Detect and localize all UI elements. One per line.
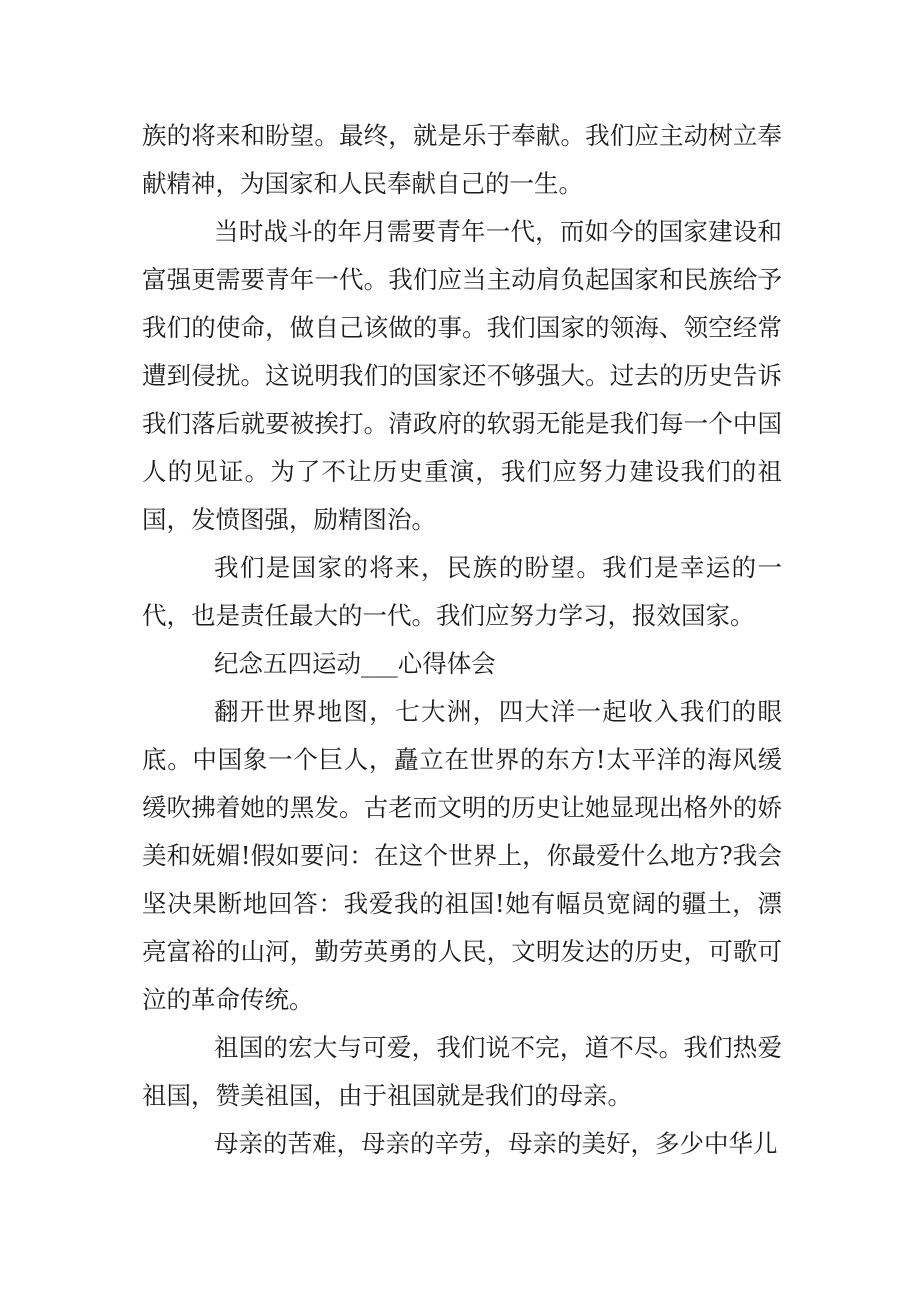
paragraph-5: 祖国的宏大与可爱，我们说不完，道不尽。我们热爱祖国，赞美祖国，由于祖国就是我们的母亲。 [142,1033,782,1110]
section-title: 纪念五四运动___心得体会 [214,649,496,678]
paragraph-4: 翻开世界地图，七大洲，四大洋一起收入我们的眼底。中国象一个巨人，矗立在世界的东方!太平洋的海风缓缓吹拂着她的黑发。古老而文明的历史让她显现出格外的娇美和妩媚!假如要问：在这个世界上，你最爱什么地方?我会坚决果断地回答：我爱我的祖国!她有幅员宽阔的疆土，漂亮富裕的山河，勤劳英勇的人民，文明发达的历史，可歌可泣的革命传统。 [142,697,782,1014]
paragraph-3: 我们是国家的将来，民族的盼望。我们是幸运的一代，也是责任最大的一代。我们应努力学习，报效国家。 [142,553,782,630]
document-body [142,112,782,1168]
paragraph-1: 族的将来和盼望。最终，就是乐于奉献。我们应主动树立奉献精神，为国家和人民奉献自己的一生。 [142,121,782,198]
paragraph-6: 母亲的苦难，母亲的辛劳，母亲的美好，多少中华儿 [214,1129,778,1158]
paragraph-2: 当时战斗的年月需要青年一代，而如今的国家建设和富强更需要青年一代。我们应当主动肩负起国家和民族给予我们的使命，做自己该做的事。我们国家的领海、领空经常遭到侵扰。这说明我们的国家还不够强大。过去的历史告诉我们落后就要被挨打。清政府的软弱无能是我们每一个中国人的见证。为了不让历史重演，我们应努力建设我们的祖国，发愤图强，励精图治。 [142,217,782,534]
